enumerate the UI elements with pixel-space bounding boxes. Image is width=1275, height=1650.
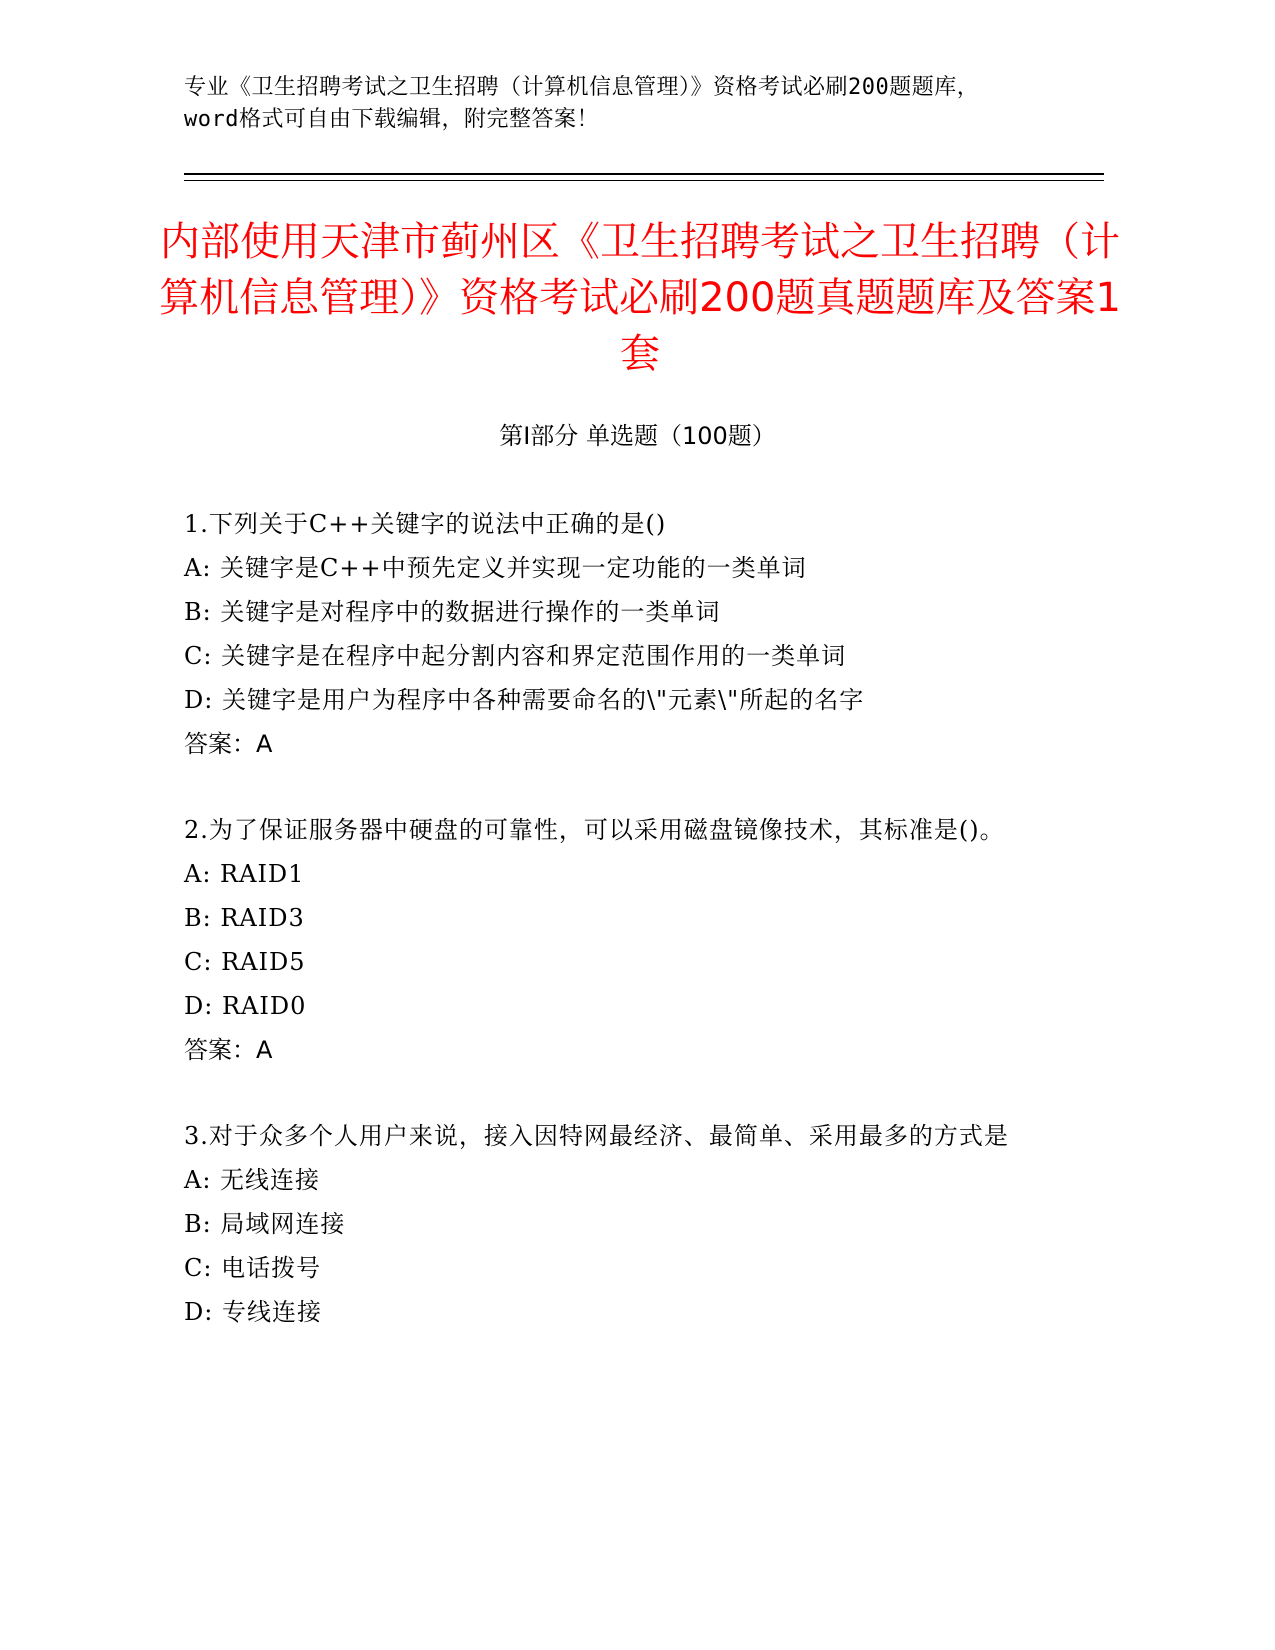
option-c: C: 电话拨号 xyxy=(184,1254,322,1282)
question-stem: 1.下列关于C++关键字的说法中正确的是() xyxy=(184,510,667,538)
header-divider-thick xyxy=(184,173,1104,175)
document-title: 内部使用天津市蓟州区《卫生招聘考试之卫生招聘（计算机信息管理）》资格考试必刷200题真题题库及答案1套 xyxy=(159,219,1121,377)
option-d: D: 关键字是用户为程序中各种需要命名的\"元素\"所起的名字 xyxy=(184,686,865,714)
answer: 答案：A xyxy=(184,730,273,758)
header-note-line-1: 专业《卫生招聘考试之卫生招聘（计算机信息管理）》资格考试必刷200题题库， xyxy=(184,75,980,100)
question-spacer xyxy=(184,766,1084,808)
question-list xyxy=(184,502,1084,1334)
option-b: B: 局域网连接 xyxy=(184,1210,346,1238)
option-d: D: 专线连接 xyxy=(184,1298,322,1326)
option-b: B: RAID3 xyxy=(184,904,305,932)
option-a: A: 无线连接 xyxy=(184,1166,321,1194)
option-c: C: RAID5 xyxy=(184,948,306,976)
header-note-line-2: word格式可自由下载编辑，附完整答案！ xyxy=(184,107,599,132)
question-3 xyxy=(184,1114,1084,1334)
header-note xyxy=(184,72,1084,136)
option-b: B: 关键字是对程序中的数据进行操作的一类单词 xyxy=(184,598,721,626)
question-stem: 3.对于众多个人用户来说，接入因特网最经济、最简单、采用最多的方式是 xyxy=(184,1122,1009,1150)
option-c: C: 关键字是在程序中起分割内容和界定范围作用的一类单词 xyxy=(184,642,847,670)
question-1 xyxy=(184,502,1084,766)
answer: 答案：A xyxy=(184,1036,273,1064)
option-d: D: RAID0 xyxy=(184,992,307,1020)
section-heading: 第I部分 单选题（100题） xyxy=(499,422,776,450)
question-2 xyxy=(184,808,1084,1072)
question-stem: 2.为了保证服务器中硬盘的可靠性，可以采用磁盘镜像技术，其标准是()。 xyxy=(184,816,1005,844)
question-spacer xyxy=(184,1072,1084,1114)
option-a: A: RAID1 xyxy=(184,860,305,888)
option-a: A: 关键字是C++中预先定义并实现一定功能的一类单词 xyxy=(184,554,807,582)
header-divider-thin xyxy=(184,180,1104,181)
